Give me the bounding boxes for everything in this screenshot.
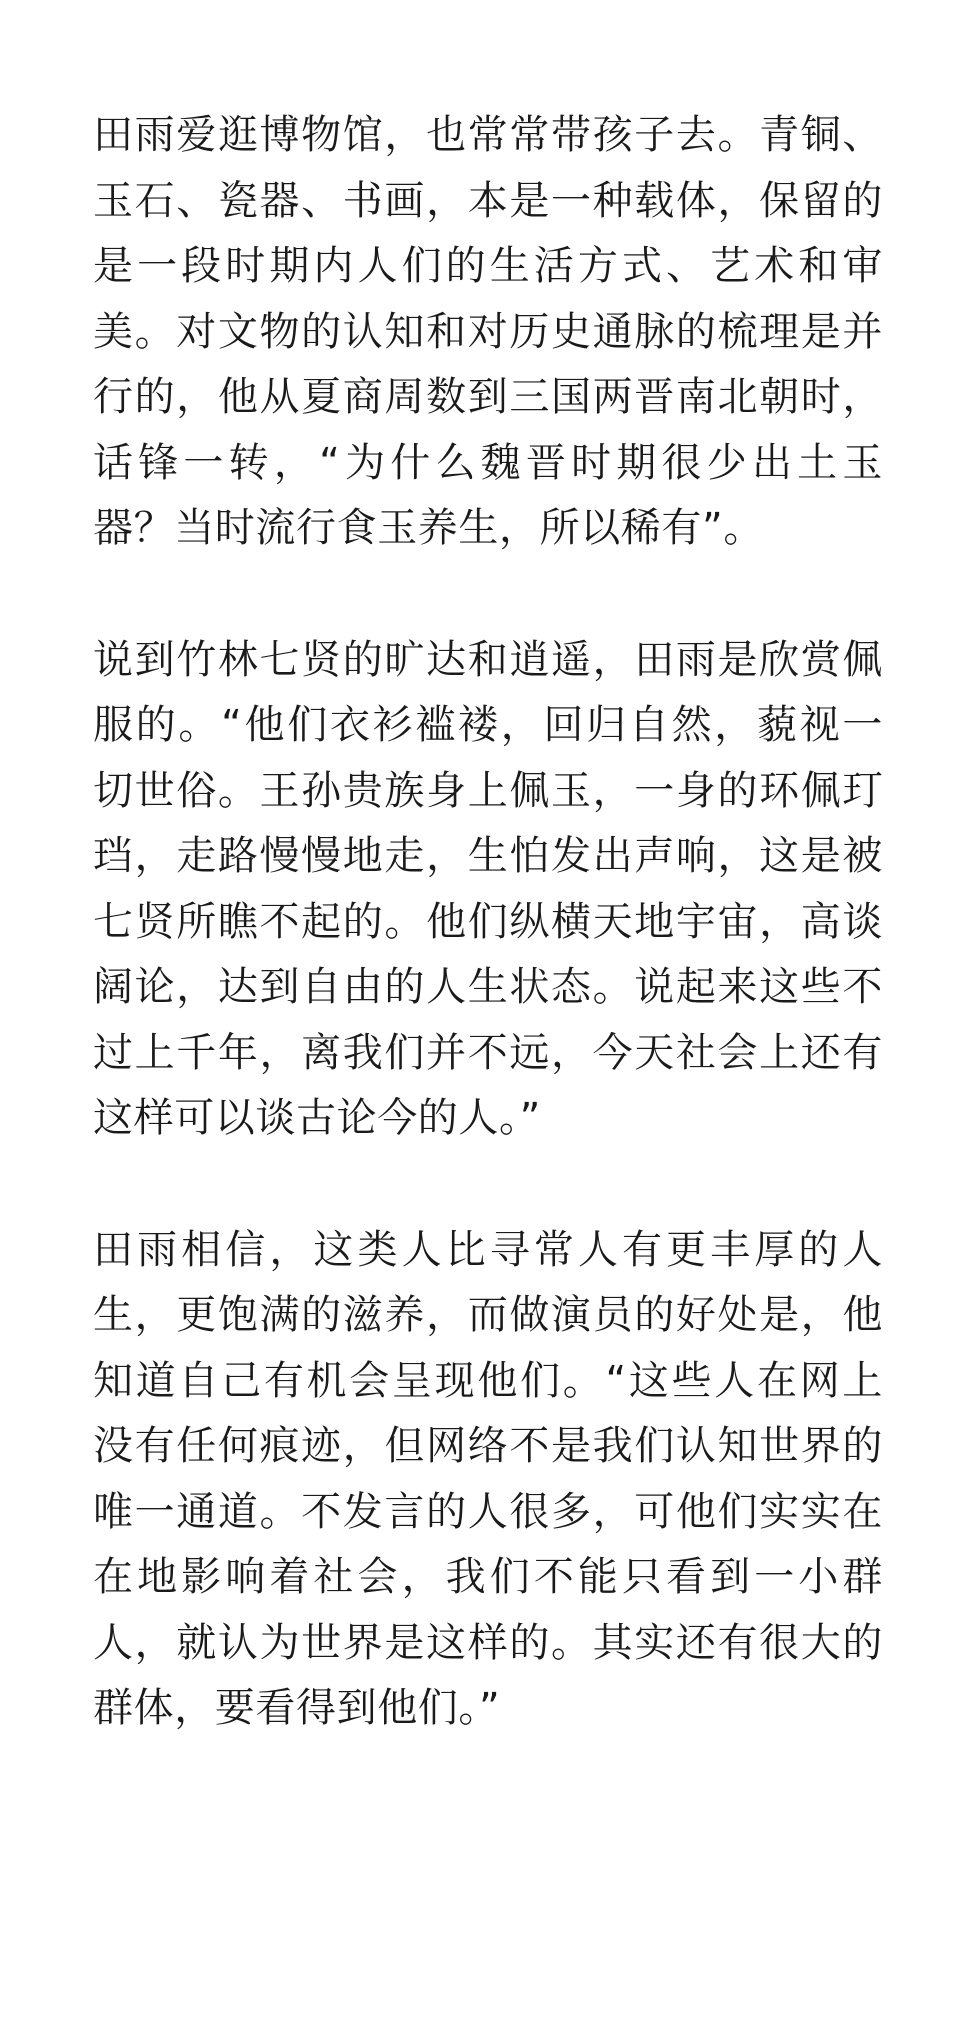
paragraph-belief: 田雨相信，这类人比寻常人有更丰厚的人生，更饱满的滋养，而做演员的好处是，他知道自己有机会呈现他们。“这些人在网上没有任何痕迹，但网络不是我们认知世界的唯一通道。不发言的人很多，可他们实实在在地影响着社会，我们不能只看到一小群人，就认为世界是这样的。其实还有很大的群体，要看得到他们。” bbox=[93, 1226, 883, 1731]
paragraph-seven-sages: 说到竹林七贤的旷达和逍遥，田雨是欣赏佩服的。“他们衣衫褴褛，回归自然，藐视一切世俗。王孙贵族身上佩玉，一身的环佩玎珰，走路慢慢地走，生怕发出声响，这是被七贤所瞧不起的。他们纵横天地宇宙，高谈阔论，达到自由的人生状态。说起来这些不过上千年，离我们并不远，今天社会上还有这样可以谈古论今的人。” bbox=[93, 636, 883, 1141]
paragraph-museum: 田雨爱逛博物馆，也常常带孩子去。青铜、玉石、瓷器、书画，本是一种载体，保留的是一段时期内人们的生活方式、艺术和审美。对文物的认知和对历史通脉的梳理是并行的，他从夏商周数到三国两晋南北朝时，话锋一转，“为什么魏晋时期很少出土玉器？当时流行食玉养生，所以稀有”。 bbox=[93, 112, 883, 551]
article-body bbox=[93, 103, 883, 1742]
